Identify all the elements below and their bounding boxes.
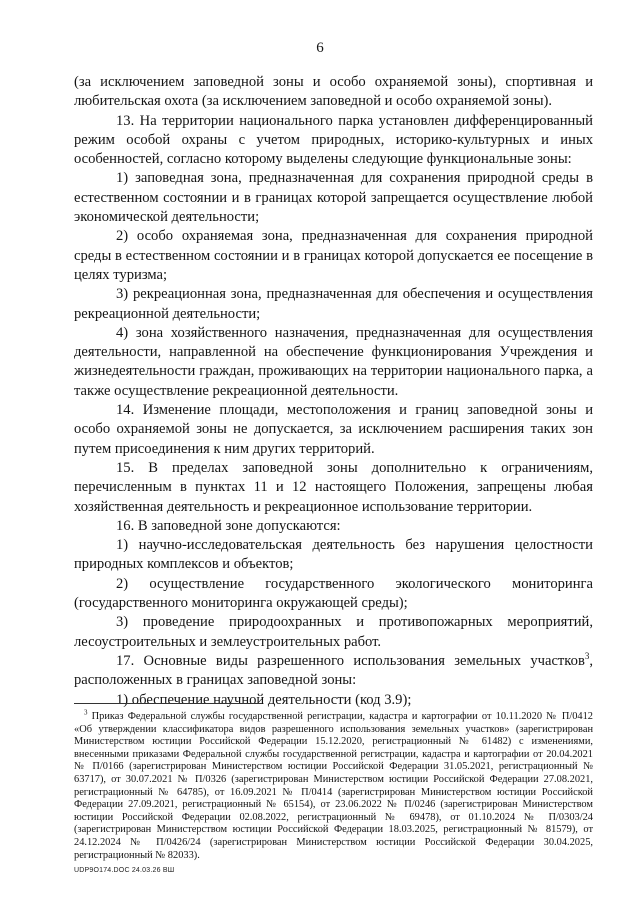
- list-item-zone-4: 4) зона хозяйственного назначения, предназначенная для осуществления деятельности, направленной на обеспечение функционирования Учреждения и жизнедеятельности граждан, проживающих на территории национального парка, а также осуществление рекреационной деятельности.: [74, 324, 593, 399]
- footnote-text: Приказ Федеральной службы государственной регистрации, кадастра и картографии от 10.11.2020 № П/0412 «Об утверждении классификатора видов разрешенного использования земельных участков» (зарегистрирован Министерством юстиции Российской Федерации 15.12.2020, регистрационный № 61482) с изменениями, внесенными приказами Федеральной службы государственной регистрации, кадастра и картографии от 20.04.2021 № П/0166 (зарегистрирован Министерством юстиции Российской Федерации 31.05.2021, регистрационный № 63717), от 30.07.2021 № П/0326 (зарегистрирован Министерством юстиции Российской Федерации 27.08.2021, регистрационный № 64785), от 16.09.2021 № П/0414 (зарегистрирован Министерством юстиции Российской Федерации 27.09.2021, регистрационный № 65154), от 23.06.2022 № П/0246 (зарегистрирован Министерством юстиции Российской Федерации 02.08.2022, регистрационный № 69478), от 01.10.2024 № П/0303/24 (зарегистрирован Министерством юстиции Российской Федерации 18.03.2025, регистрационный № 81579), от 24.12.2024 № П/0426/24 (зарегистрирован Министерством юстиции Российской Федерации 30.04.2025, регистрационный № 82033).: [74, 711, 593, 861]
- paragraph-14: 14. Изменение площади, местоположения и границ заповедной зоны и особо охраняемой зоны не допускается, за исключением расширения таких зон путем присоединения к ним других территорий.: [74, 402, 593, 457]
- paragraph-16: 16. В заповедной зоне допускаются:: [116, 517, 341, 534]
- footnote-marker: 3: [84, 708, 88, 717]
- footnote: [74, 708, 593, 862]
- list-item-allowed-3: 3) проведение природоохранных и противопожарных мероприятий, лесоустроительных и землеустроительных работ.: [74, 614, 593, 650]
- page-number: 6: [316, 40, 324, 56]
- footnote-reference[interactable]: 3: [584, 651, 590, 662]
- main-text: [74, 73, 593, 710]
- document-id: UDP9O174.DOC 24.03.26 ВШ: [74, 867, 175, 874]
- list-item-zone-1: 1) заповедная зона, предназначенная для сохранения природной среды в естественном состоянии и в границах которой запрещается осуществление любой экономической деятельности;: [74, 170, 593, 226]
- paragraph-17: [74, 652, 593, 691]
- paragraph-15: 15. В пределах заповедной зоны дополнительно к ограничениям, перечисленным в пунктах 11 и 12 настоящего Положения, запрещены любая хозяйственная деятельность и рекреационное использование территории.: [74, 459, 593, 515]
- list-item-allowed-1: 1) научно-исследовательская деятельность без нарушения целостности природных комплексов и объектов;: [74, 537, 593, 573]
- paragraph-17-text-end: , расположенных в границах заповедной зоны:: [74, 652, 593, 689]
- paragraph-13: 13. На территории национального парка установлен дифференцированный режим особой охраны с учетом природных, историко-культурных и иных особенностей, согласно которому выделены следующие функциональные зоны:: [74, 112, 593, 168]
- footnote-separator: [74, 703, 262, 704]
- paragraph-17-text-start: 17. Основные виды разрешенного использования земельных участков: [116, 652, 585, 669]
- list-item-zone-2: 2) особо охраняемая зона, предназначенная для сохранения природной среды в естественном состоянии и в границах которой допускается ее посещение в целях туризма;: [74, 228, 593, 283]
- list-item-zone-3: 3) рекреационная зона, предназначенная для обеспечения и осуществления рекреационной деятельности;: [74, 286, 593, 322]
- paragraph-continuation: (за исключением заповедной зоны и особо охраняемой зоны), спортивная и любительская охота (за исключением заповедной и особо охраняемой зоны).: [74, 74, 593, 110]
- list-item-land-use-1: 1) обеспечение научной деятельности (код 3.9);: [116, 691, 412, 708]
- list-item-allowed-2: 2) осуществление государственного экологического мониторинга (государственного мониторинга окружающей среды);: [74, 575, 593, 612]
